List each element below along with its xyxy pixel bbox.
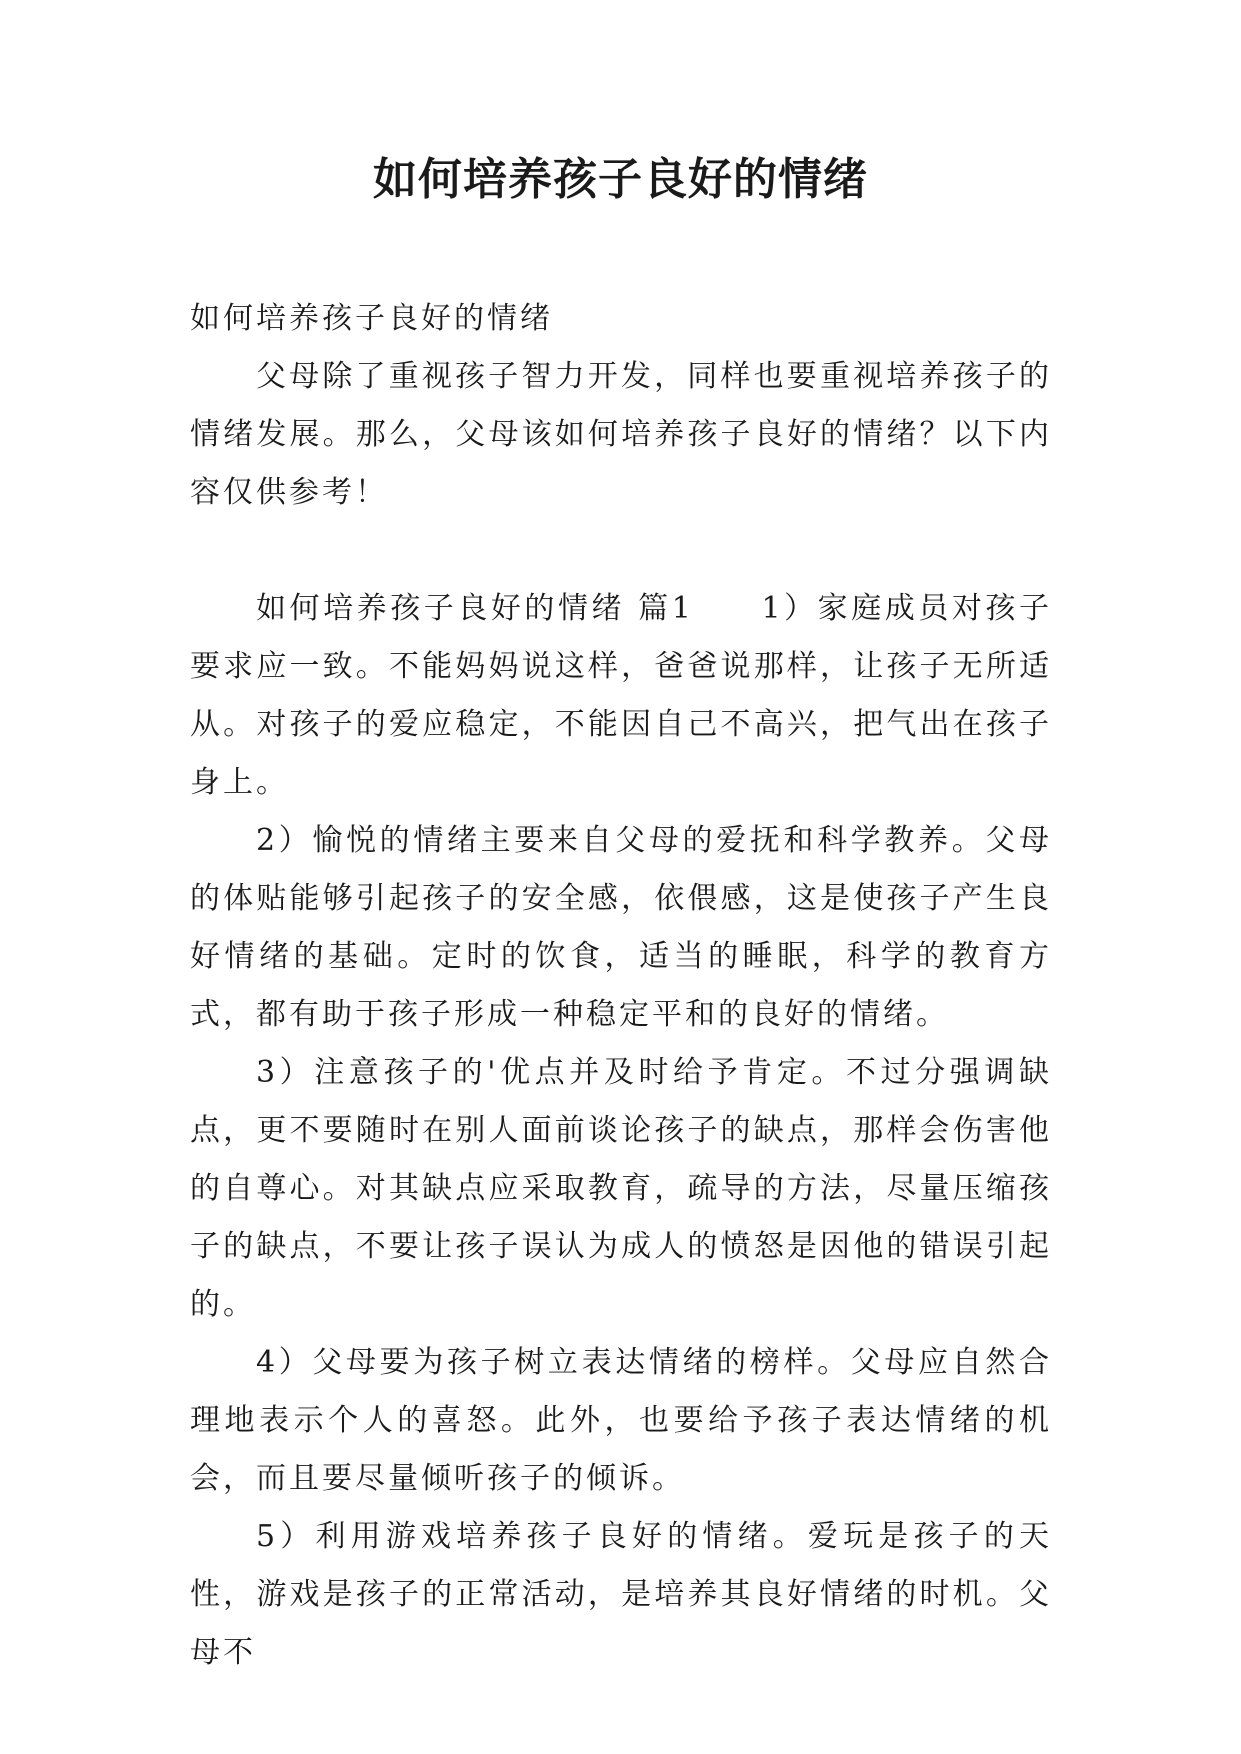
point-1-paragraph: 如何培养孩子良好的情绪 篇1 1）家庭成员对孩子要求应一致。不能妈妈说这样，爸爸说那样，让孩子无所适从。对孩子的爱应稳定，不能因自己不高兴，把气出在孩子身上。 (190, 591, 1052, 800)
point-5-paragraph: 5）利用游戏培养孩子良好的情绪。爱玩是孩子的天性，游戏是孩子的正常活动，是培养其良好情绪的时机。父母不 (190, 1519, 1052, 1670)
blank-line (190, 522, 1052, 580)
point-2-paragraph: 2）愉悦的情绪主要来自父母的爱抚和科学教养。父母的体贴能够引起孩子的安全感，依偎感，这是使孩子产生良好情绪的基础。定时的饮食，适当的睡眠，科学的教育方式，都有助于孩子形成一种稳定平和的良好的情绪。 (190, 823, 1052, 1032)
document-body (190, 290, 1052, 1682)
intro-paragraph: 父母除了重视孩子智力开发，同样也要重视培养孩子的情绪发展。那么，父母该如何培养孩子良好的情绪？以下内容仅供参考！ (190, 359, 1052, 510)
point-4-paragraph: 4）父母要为孩子树立表达情绪的榜样。父母应自然合理地表示个人的喜怒。此外，也要给予孩子表达情绪的机会，而且要尽量倾听孩子的倾诉。 (190, 1345, 1052, 1496)
point-3-paragraph: 3）注意孩子的'优点并及时给予肯定。不过分强调缺点，更不要随时在别人面前谈论孩子的缺点，那样会伤害他的自尊心。对其缺点应采取教育，疏导的方法，尽量压缩孩子的缺点，不要让孩子误认为成人的愤怒是因他的错误引起的。 (190, 1055, 1052, 1322)
document-subtitle: 如何培养孩子良好的情绪 (190, 301, 553, 336)
document-title: 如何培养孩子良好的情绪 (373, 154, 868, 205)
